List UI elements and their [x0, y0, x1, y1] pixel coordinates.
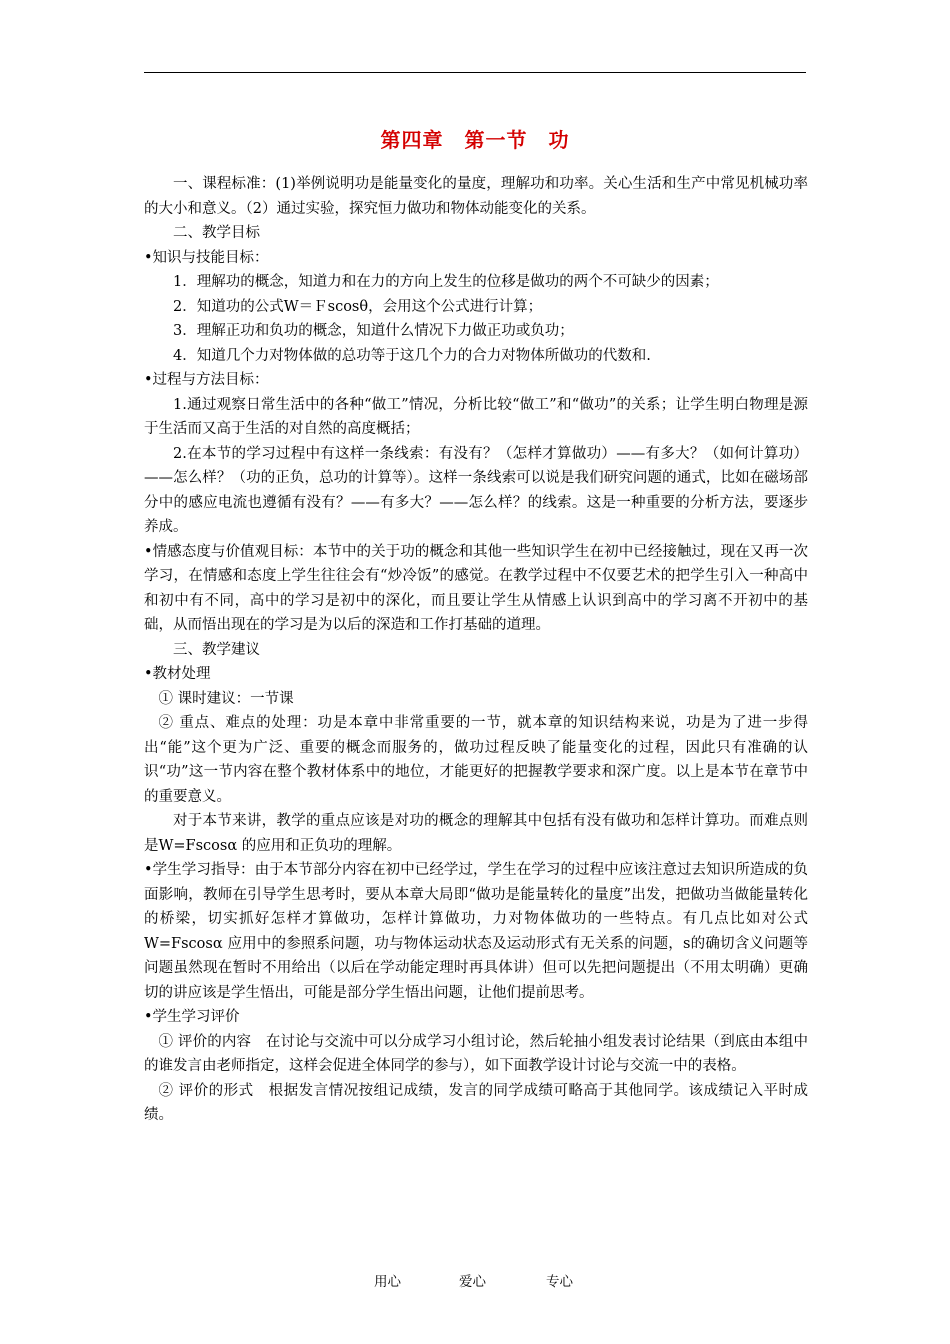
process-goals-heading: •过程与方法目标：: [144, 372, 269, 388]
material-item-2: ② 重点、难点的处理：功是本章中非常重要的一节，就本章的知识结构来说，功是为了进一步得出“能”这个更为广泛、重要的概念而服务的，做功过程反映了能量变化的过程，因此只有准确的认识“功”这一节内容在整个教材体系中的地位，才能更好的把握教学要求和深广度。以上是本节在章节中的重要意义。: [144, 715, 808, 805]
knowledge-item-2: 2．知道功的公式W＝Ｆscosθ，会用这个公式进行计算；: [173, 298, 543, 315]
process-item-2: 2.在本节的学习过程中有这样一条线索：有没有？（怎样才算做功）——有多大？（如何计算功）——怎么样？（功的正负，总功的计算等）。这样一条线索可以说是我们研究问题的通式，比如在磁场部分中的感应电流也遵循有没有？——有多大？——怎么样？的线索。这是一种重要的分析方法，要逐步养成。: [144, 445, 808, 535]
course-standard-paragraph: 一、课程标准：(1)举例说明功是能量变化的量度，理解功和功率。关心生活和生产中常见机械功率的大小和意义。（2）通过实验，探究恒力做功和物体动能变化的关系。: [144, 176, 808, 217]
student-evaluation-heading: •学生学习评价: [144, 1009, 240, 1025]
footer-right: 专心: [546, 1274, 573, 1290]
knowledge-item-1: 1．理解功的概念，知道力和在力的方向上发生的位移是做功的两个不可缺少的因素；: [173, 274, 719, 290]
page-title: 第四章 第一节 功: [380, 128, 570, 152]
knowledge-item-4: 4．知道几个力对物体做的总功等于这几个力的合力对物体所做功的代数和.: [173, 347, 651, 364]
teaching-goals-heading: 二、教学目标: [173, 225, 260, 241]
footer-left: 用心: [374, 1274, 401, 1290]
material-item-1: ① 课时建议：一节课: [158, 690, 294, 707]
evaluation-item-1: ① 评价的内容 在讨论与交流中可以分成学习小组讨论，然后轮抽小组发表讨论结果（到底由本组中的谁发言由老师指定，这样会促进全体同学的参与），如下面教学设计讨论与交流一中的表格。: [144, 1033, 808, 1074]
emotion-goals-paragraph: •情感态度与价值观目标：本节中的关于功的概念和其他一些知识学生在初中已经接触过，现在又再一次学习，在情感和态度上学生往往会有“炒冷饭”的感觉。在教学过程中不仅要艺术的把学生引入一种高中和初中有不同，高中的学习是初中的深化，而且要让学生从情感上认识到高中的学习离不开初中的基础，从而悟出现在的学习是为以后的深造和工作打基础的道理。: [144, 543, 808, 633]
knowledge-goals-heading: •知识与技能目标：: [144, 249, 269, 266]
student-guidance-paragraph: •学生学习指导：由于本节部分内容在初中已经学过，学生在学习的过程中应该注意过去知识所造成的负面影响，教师在引导学生思考时，要从本章大局即“做功是能量转化的量度”出发，把做功当做能量转化的桥梁，切实抓好怎样才算做功，怎样计算做功，力对物体做功的一些特点。有几点比如对公式W=Fscosα 应用中的参照系问题，功与物体运动状态及运动形式有无关系的问题，s的确切含义问题等问题虽然现在暂时不用给出（以后在学动能定理时再具体讲）但可以先把问题提出（不用太明确）更确切的讲应该是学生悟出，可能是部分学生悟出问题，让他们提前思考。: [144, 862, 808, 1001]
document-body: [144, 172, 808, 1128]
header-rule: [144, 72, 806, 73]
teaching-suggestions-heading: 三、教学建议: [173, 641, 260, 658]
evaluation-item-2: ② 评价的形式 根据发言情况按组记成绩，发言的同学成绩可略高于其他同学。该成绩记入平时成绩。: [144, 1082, 808, 1123]
knowledge-item-3: 3．理解正功和负功的概念，知道什么情况下力做正功或负功；: [173, 323, 574, 339]
focus-paragraph: 对于本节来讲，教学的重点应该是对功的概念的理解其中包括有没有做功和怎样计算功。而难点则是W=Fscosα 的应用和正负功的理解。: [144, 813, 808, 854]
process-item-1: 1.通过观察日常生活中的各种“做工”情况，分析比较“做工”和“做功”的关系；让学生明白物理是源于生活而又高于生活的对自然的高度概括；: [144, 396, 808, 437]
footer-middle: 爱心: [459, 1274, 486, 1290]
material-handling-heading: •教材处理: [144, 666, 211, 682]
